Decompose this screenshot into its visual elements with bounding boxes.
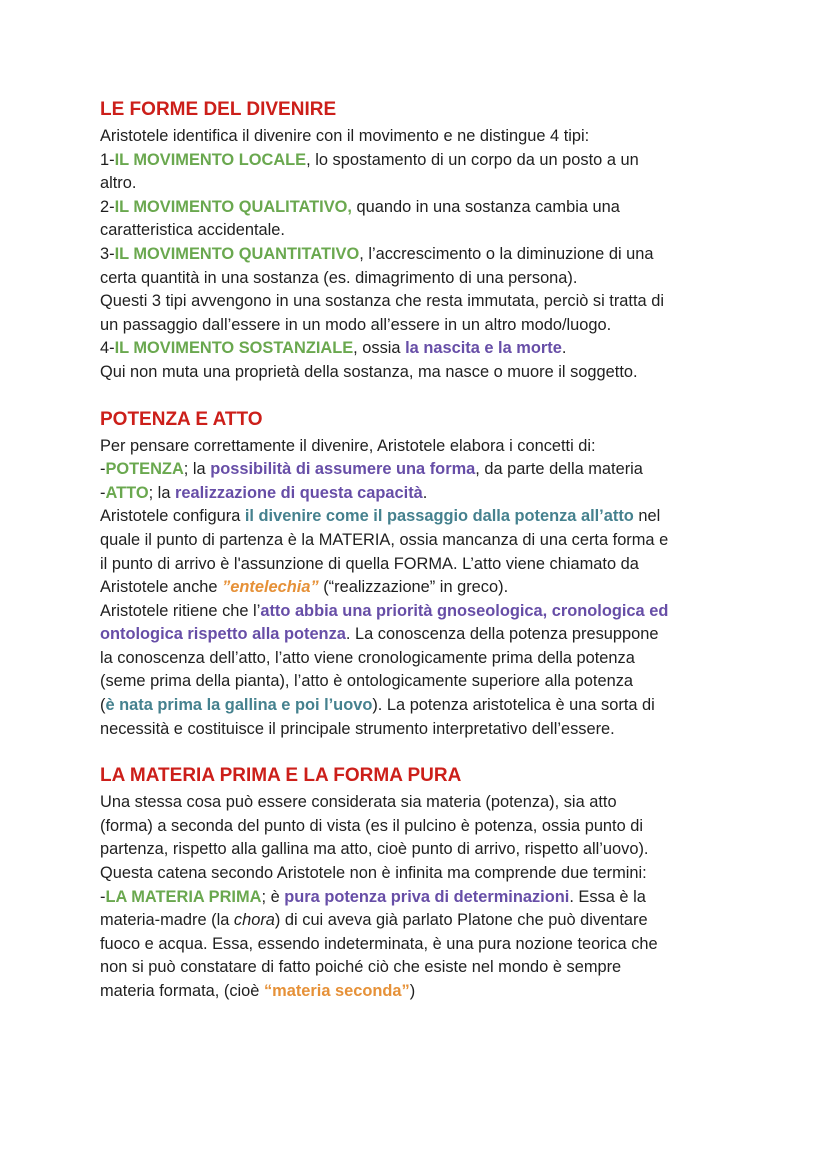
paragraph-line: non si può constatare di fatto poiché ciò che esiste nel mondo è sempre [100, 958, 622, 977]
paragraph-line: -ATTO; la realizzazione di questa capacità. [100, 483, 428, 502]
italic-term: chora [233, 911, 275, 930]
paragraph-line: partenza, rispetto alla gallina ma atto, cioè punto di arrivo, rispetto all’uovo). [100, 840, 649, 859]
section-heading: LA MATERIA PRIMA E LA FORMA PURA [100, 765, 462, 787]
paragraph-line: -LA MATERIA PRIMA; è pura potenza priva di determinazioni. Essa è la [100, 887, 646, 906]
paragraph-line: Questa catena secondo Aristotele non è infinita ma comprende due termini: [100, 864, 647, 883]
paragraph-line: Qui non muta una proprietà della sostanza, ma nasce o muore il soggetto. [100, 362, 638, 381]
concept-highlight: pura potenza priva di determinazioni [284, 887, 570, 906]
paragraph-line: altro. [100, 174, 137, 193]
paragraph-line: Aristotele configura il divenire come il passaggio dalla potenza all’atto nel [100, 507, 661, 526]
concept-highlight: atto abbia una priorità gnoseologica, cronologica ed [260, 601, 669, 620]
key-idea-highlight: il divenire come il passaggio dalla potenza all’atto [244, 507, 634, 526]
paragraph-line: materia formata, (cioè “materia seconda”) [100, 982, 416, 1000]
concept-highlight: la nascita e la morte [405, 339, 562, 358]
paragraph-line: Per pensare correttamente il divenire, Aristotele elabora i concetti di: [100, 436, 596, 455]
term-highlight: ATTO [105, 483, 149, 502]
paragraph-line: caratteristica accidentale. [100, 221, 285, 240]
key-idea-highlight: è nata prima la gallina e poi l’uovo [105, 696, 373, 715]
paragraph-line: fuoco e acqua. Essa, essendo indeterminata, è una pura nozione teorica che [100, 934, 658, 953]
paragraph-line: 4-IL MOVIMENTO SOSTANZIALE, ossia la nascita e la morte. [100, 339, 567, 358]
term-highlight: IL MOVIMENTO LOCALE [114, 150, 307, 169]
paragraph-line: Aristotele identifica il divenire con il movimento e ne distingue 4 tipi: [100, 127, 590, 145]
paragraph-line: -POTENZA; la possibilità di assumere una forma, da parte della materia [100, 460, 643, 479]
section-heading: LE FORME DEL DIVENIRE [100, 99, 337, 120]
paragraph-line: 1-IL MOVIMENTO LOCALE, lo spostamento di un corpo da un posto a un [100, 150, 639, 169]
paragraph-line: 2-IL MOVIMENTO QUALITATIVO, quando in una sostanza cambia una [100, 197, 620, 216]
paragraph-line: Questi 3 tipi avvengono in una sostanza che resta immutata, perciò si tratta di [100, 292, 664, 311]
paragraph-line: (forma) a seconda del punto di vista (es il pulcino è potenza, ossia punto di [100, 816, 644, 835]
paragraph-line: certa quantità in una sostanza (es. dimagrimento di una persona). [100, 268, 578, 287]
paragraph-line: (seme prima della pianta), l’atto è ontologicamente superiore alla potenza [100, 672, 633, 691]
paragraph-line: 3-IL MOVIMENTO QUANTITATIVO, l’accrescimento o la diminuzione di una [100, 244, 654, 263]
paragraph-line: la conoscenza dell’atto, l’atto viene cronologicamente prima della potenza [100, 648, 635, 667]
section-potenza-e-atto [100, 407, 768, 742]
paragraph-line: Aristotele anche ”entelechia” (“realizzazione” in greco). [100, 578, 509, 597]
paragraph-line: quale il punto di partenza è la MATERIA, ossia mancanza di una certa forma e [100, 530, 669, 549]
paragraph-line: necessità e costituisce il principale strumento interpretativo dell’essere. [100, 719, 615, 738]
concept-highlight: ontologica rispetto alla potenza [100, 625, 346, 644]
section-heading: POTENZA E ATTO [100, 408, 263, 430]
paragraph-line: (è nata prima la gallina e poi l’uovo). La potenza aristotelica è una sorta di [100, 696, 655, 715]
paragraph-line: il punto di arrivo è l'assunzione di quella FORMA. L’atto viene chiamato da [100, 554, 639, 573]
term-highlight-orange: “materia seconda” [263, 982, 410, 1000]
concept-highlight: possibilità di assumere una forma [210, 460, 476, 479]
paragraph-line: materia-madre (la chora) di cui aveva già parlato Platone che può diventare [100, 911, 648, 930]
paragraph-line: Aristotele ritiene che l’atto abbia una priorità gnoseologica, cronologica ed [100, 601, 669, 620]
paragraph-line: Una stessa cosa può essere considerata sia materia (potenza), sia atto [100, 793, 617, 812]
section-forme-del-divenire [100, 97, 768, 385]
term-highlight: IL MOVIMENTO QUALITATIVO, [114, 197, 352, 216]
concept-highlight: realizzazione di questa capacità [175, 483, 423, 502]
greek-term-highlight: ”entelechia” [222, 578, 319, 597]
paragraph-line: un passaggio dall’essere in un modo all’essere in un altro modo/luogo. [100, 315, 612, 334]
term-highlight: IL MOVIMENTO SOSTANZIALE [114, 339, 354, 358]
term-highlight: POTENZA [105, 460, 184, 479]
paragraph-line: ontologica rispetto alla potenza. La conoscenza della potenza presuppone [100, 625, 659, 644]
section-materia-prima-forma-pura [100, 763, 768, 1003]
term-highlight: LA MATERIA PRIMA [105, 887, 262, 906]
term-highlight: IL MOVIMENTO QUANTITATIVO [114, 244, 360, 263]
